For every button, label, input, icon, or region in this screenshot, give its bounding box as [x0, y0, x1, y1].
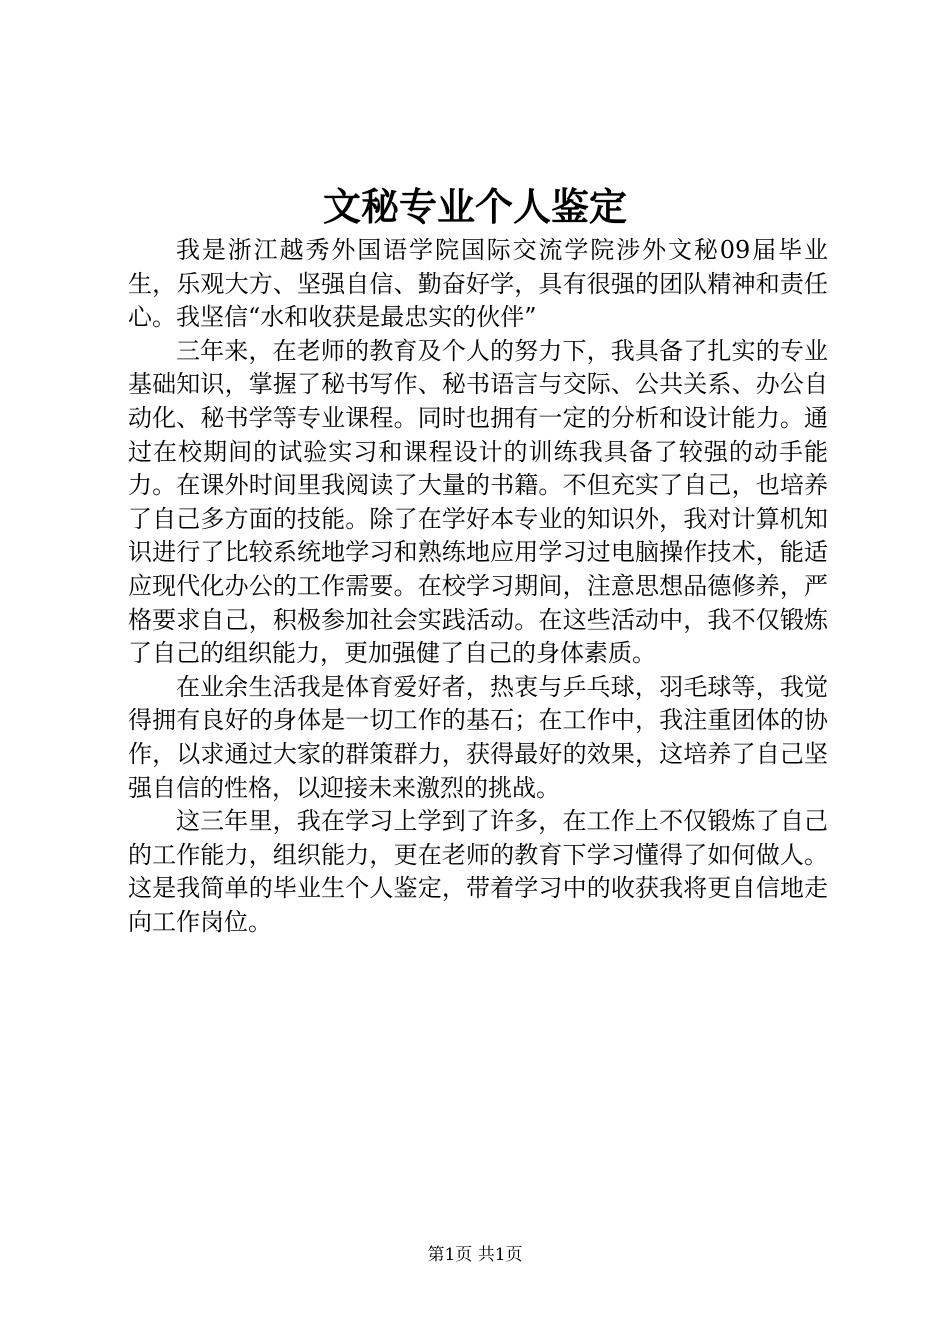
page-footer: 第1页 共1页: [427, 1245, 523, 1265]
paragraph-study: 三年来，在老师的教育及个人的努力下，我具备了扎实的专业基础知识，掌握了秘书写作、秘书语言与交际、公共关系、办公自动化、秘书学等专业课程。同时也拥有一定的分析和设计能力。通过在校期间的试验实习和课程设计的训练我具备了较强的动手能力。在课外时间里我阅读了大量的书籍。不但充实了自己，也培养了自己多方面的技能。除了在学好本专业的知识外，我对计算机知识进行了比较系统地学习和熟练地应用学习过电脑操作技术，能适应现代化办公的工作需要。在校学习期间，注意思想品德修养，严格要求自己，积极参加社会实践活动。在这些活动中，我不仅锻炼了自己的组织能力，更加强健了自己的身体素质。: [128, 336, 828, 668]
paragraph-intro: 我是浙江越秀外国语学院国际交流学院涉外文秘09届毕业生，乐观大方、坚强自信、勤奋好学，具有很强的团队精神和责任心。我坚信“水和收获是最忠实的伙伴”: [128, 236, 828, 332]
document-title: 文秘专业个人鉴定: [322, 184, 627, 229]
document-body: [128, 234, 828, 939]
paragraph-hobbies: 在业余生活我是体育爱好者，热衷与乒乓球，羽毛球等，我觉得拥有良好的身体是一切工作的基石；在工作中，我注重团体的协作，以求通过大家的群策群力，获得最好的效果，这培养了自己坚强自信的性格，以迎接未来激烈的挑战。: [128, 672, 828, 802]
paragraph-summary: 这三年里，我在学习上学到了许多，在工作上不仅锻炼了自己的工作能力，组织能力，更在老师的教育下学习懂得了如何做人。这是我简单的毕业生个人鉴定，带着学习中的收获我将更自信地走向工作岗位。: [128, 807, 828, 936]
